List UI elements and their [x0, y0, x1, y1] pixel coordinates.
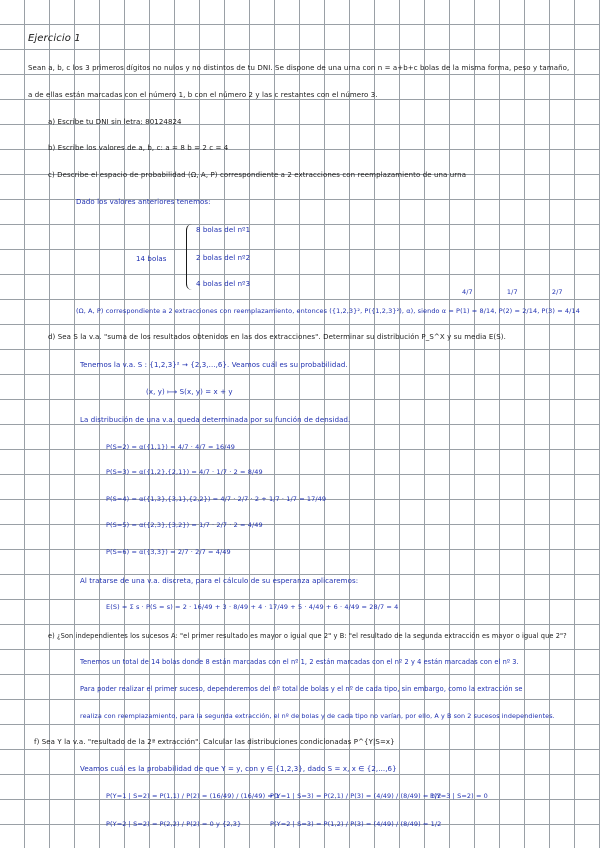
part-c-total: 14 bolas [136, 255, 167, 263]
part-a-text: a) Escribe tu DNI sin letra: 80124824 [48, 118, 182, 126]
prob-s5: P(S=5) = α({2,3},{3,2}) = 1/7 · 2/7 · 2 = 4/49 [106, 521, 263, 529]
part-c-text: c) Describe el espacio de probabilidad (Ω, A, P) correspondiente a 2 extracciones con reemplazamiento de una urna [48, 171, 467, 179]
part-e-text: e) ¿Son independientes los sucesos A: "el primer resultado es mayor o igual que 2" y B: "el resultado de la segunda extracción es mayor o igual que 2"? [48, 632, 567, 640]
prob-s4: P(S=4) = α({1,3},{3,1},{2,2}) = 4/7 · 2/7 · 2 + 1/7 · 1/7 = 17/49 [106, 495, 327, 503]
cond-prob-y2-s3: P(Y=2 | S=3) = P(1,2) / P(3) = (4/49) / (8/49) = 1/2 [270, 820, 442, 828]
part-c-result: (Ω, A, P) correspondiente a 2 extracciones con reemplazamiento, entonces ({1,2,3}², P({1,2,3}²), α), siendo α = P(1) = 8/14, P(2) = 2/14, P(3) = 4/14 [76, 307, 580, 315]
part-e-line-2: Para poder realizar el primer suceso, dependeremos del nº total de bolas y el nº de cada tipo, sin embargo, como la extracción se [80, 685, 523, 693]
brace-item-2: 2 bolas del nº2 [196, 254, 251, 262]
part-d-line-3: La distribución de una v.a. queda determinada por su función de densidad. [80, 416, 351, 424]
part-c-subtext: Dado los valores anteriores tenemos: [76, 198, 211, 206]
part-c-prob-annotations: 4/7 1/7 2/7 [462, 288, 563, 296]
brace-item-1: 8 bolas del nº1 [196, 226, 251, 234]
intro-line-2: a de ellas están marcadas con el número 1, b con el número 2 y las c restantes con el número 3. [28, 91, 378, 99]
cond-prob-y1-s2: P(Y=1 | S=2) = P(1,1) / P(2) = (16/49) / (16/49) = 1 [106, 792, 280, 800]
part-f-text: f) Sea Y la v.a. "resultado de la 2ª extracción". Calcular las distribuciones condicionadas P^{Y|S=x} [34, 738, 395, 746]
part-d-text: d) Sea S la v.a. "suma de los resultados obtenidos en las dos extracciones". Determinar su distribución P_S^X y su media E(S). [48, 333, 506, 341]
brace-symbol [186, 224, 192, 290]
part-f-line-1: Veamos cuál es la probabilidad de que Y = y, con y ∈ {1,2,3}, dado S = x, x ∈ {2,...,6} [80, 765, 397, 773]
prob-s6: P(S=6) = α({3,3}) = 2/7 · 2/7 = 4/49 [106, 548, 231, 556]
page-title: Ejercicio 1 [28, 33, 81, 44]
part-b-text: b) Escribe los valores de a, b, c: a = 8 b = 2 c = 4 [48, 144, 229, 152]
cond-prob-y3-s2: P(Y=3 | S=2) = 0 [430, 792, 488, 800]
prob-s3: P(S=3) = α({1,2},{2,1}) = 4/7 · 1/7 · 2 = 8/49 [106, 468, 263, 476]
cond-prob-y1-s3: P(Y=1 | S=3) = P(2,1) / P(3) = (4/49) / (8/49) = 1/2 [270, 792, 442, 800]
expectation-formula: E(S) = Σ s · P(S = s) = 2 · 16/49 + 3 · 8/49 + 4 · 17/49 + 5 · 4/49 + 6 · 4/49 = 28/7 = 4 [106, 603, 399, 611]
part-d-line-1: Tenemos la v.a. S : {1,2,3}² → {2,3,...,6}. Veamos cuál es su probabilidad. [80, 361, 348, 369]
intro-line-1: Sean a, b, c los 3 primeros dígitos no nulos y no distintos de tu DNI. Se dispone de una urna con n = a+b+c bolas de la misma forma, peso y tamaño, [28, 64, 570, 72]
part-e-line-1: Tenemos un total de 14 bolas donde 8 están marcadas con el nº 1, 2 están marcadas con el nº 2 y 4 están marcadas con el nº 3. [80, 658, 519, 666]
part-e-line-3: realiza con reemplazamiento, para la segunda extracción, el nº de bolas y de cada tipo no varían, por ello, A y B son 2 sucesos independientes. [80, 712, 555, 720]
part-d-line-4: Al tratarse de una v.a. discreta, para el cálculo de su esperanza aplicaremos: [80, 577, 359, 585]
prob-s2: P(S=2) = α({1,1}) = 4/7 · 4/7 = 16/49 [106, 443, 235, 451]
part-d-line-2: (x, y) ⟼ S(x, y) = x + y [146, 388, 233, 396]
brace-item-3: 4 bolas del nº3 [196, 280, 251, 288]
cond-prob-y2-s2: P(Y=2 | S=2) = P(2,2) / P(2) = 0 y {2,3} [106, 820, 242, 828]
